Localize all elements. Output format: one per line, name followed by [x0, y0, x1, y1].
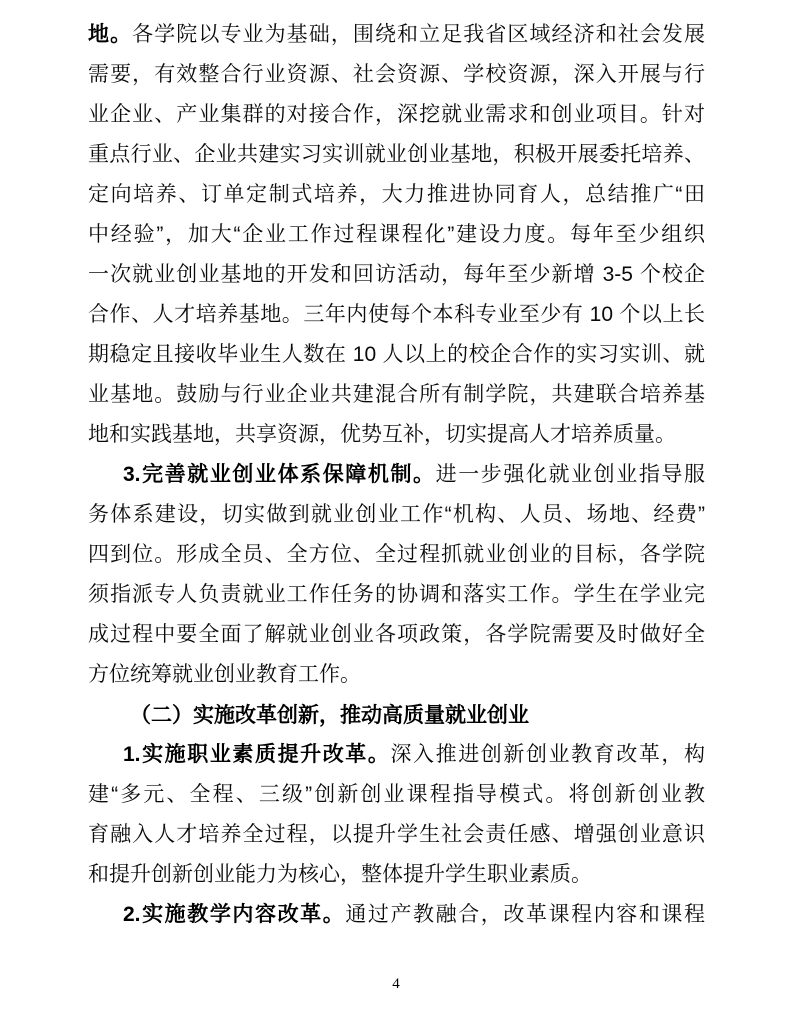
body-line — [88, 55, 705, 95]
body-line — [88, 375, 705, 415]
body-line — [88, 255, 705, 295]
body-line — [88, 15, 705, 55]
text-segment: 合作、人才培养基地。三年内使每个本科专业至少有 10 个以上长 — [88, 303, 705, 326]
text-segment: 和提升创新创业能力为核心，整体提升学生职业素质。 — [88, 863, 592, 886]
bold-text-segment: （二）实施改革创新，推动高质量就业创业 — [130, 703, 529, 727]
text-segment: 建“多元、全程、三级”创新创业课程指导模式。将创新创业教 — [88, 783, 705, 806]
body-line — [88, 495, 705, 535]
text-segment: 一次就业创业基地的开发和回访活动，每年至少新增 3-5 个校企 — [88, 263, 705, 286]
body-line — [88, 215, 705, 255]
text-segment: 定向培养、订单定制式培养，大力推进协同育人，总结推广“田 — [88, 183, 705, 206]
body-line — [88, 175, 705, 215]
page-number: 4 — [392, 976, 400, 992]
text-segment: 通过产教融合，改革课程内容和课程 — [345, 903, 705, 926]
text-segment: 进一步强化就业创业指导服 — [435, 463, 705, 486]
text-segment: 四到位。形成全员、全方位、全过程抓就业创业的目标，各学院 — [88, 543, 705, 566]
body-line — [88, 735, 705, 775]
bold-text-segment: 地。 — [88, 23, 133, 46]
section-heading — [88, 695, 705, 735]
body-line — [88, 775, 705, 815]
bold-text-segment: 1.实施职业素质提升改革。 — [123, 743, 391, 766]
text-segment: 期稳定且接收毕业生人数在 10 人以上的校企合作的实习实训、就 — [88, 343, 705, 366]
body-line — [88, 95, 705, 135]
text-segment: 须指派专人负责就业工作任务的协调和落实工作。学生在学业完 — [88, 583, 705, 606]
body-line — [88, 415, 705, 455]
text-segment: 育融入人才培养全过程，以提升学生社会责任感、增强创业意识 — [88, 823, 705, 846]
bold-text-segment: 3.完善就业创业体系保障机制。 — [123, 463, 436, 486]
text-segment: 业企业、产业集群的对接合作，深挖就业需求和创业项目。针对 — [88, 103, 705, 126]
body-line — [88, 575, 705, 615]
body-line — [88, 615, 705, 655]
body-line — [88, 895, 705, 935]
body-line — [88, 335, 705, 375]
text-segment: 地和实践基地，共享资源，优势互补，切实提高人才培养质量。 — [88, 423, 676, 446]
text-segment: 需要，有效整合行业资源、社会资源、学校资源，深入开展与行 — [88, 63, 705, 86]
text-segment: 深入推进创新创业教育改革，构 — [390, 743, 705, 766]
body-line — [88, 855, 705, 895]
bold-text-segment: 2.实施教学内容改革。 — [123, 903, 346, 926]
body-line — [88, 135, 705, 175]
text-segment: 务体系建设，切实做到就业创业工作“机构、人员、场地、经费” — [88, 503, 705, 526]
body-line — [88, 455, 705, 495]
body-line — [88, 295, 705, 335]
text-segment: 方位统筹就业创业教育工作。 — [88, 663, 361, 686]
text-segment: 业基地。鼓励与行业企业共建混合所有制学院，共建联合培养基 — [88, 383, 705, 406]
body-line — [88, 535, 705, 575]
text-segment: 中经验”，加大“企业工作过程课程化”建设力度。每年至少组织 — [88, 223, 705, 246]
text-segment: 重点行业、企业共建实习实训就业创业基地，积极开展委托培养、 — [88, 143, 705, 166]
text-segment: 各学院以专业为基础，围绕和立足我省区域经济和社会发展 — [132, 23, 705, 46]
body-line — [88, 815, 705, 855]
body-line — [88, 655, 705, 695]
text-segment: 成过程中要全面了解就业创业各项政策，各学院需要及时做好全 — [88, 623, 705, 646]
document-body — [88, 15, 705, 935]
